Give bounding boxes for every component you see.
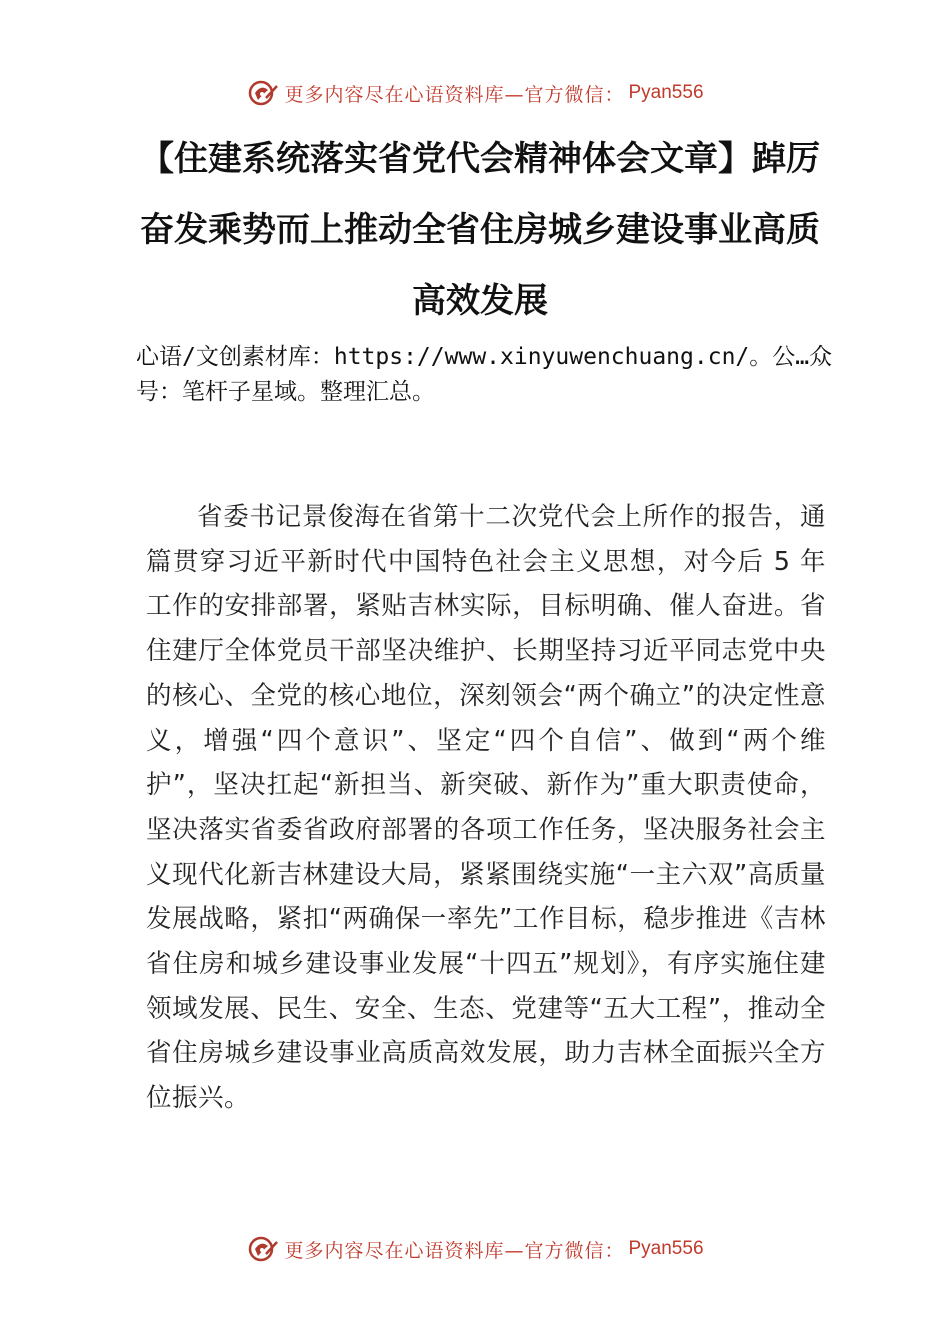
body-paragraph: 省委书记景俊海在省第十二次党代会上所作的报告，通篇贯穿习近平新时代中国特色社会主义思想，对今后 5 年工作的安排部署，紧贴吉林实际，目标明确、催人奋进。省住建厅全体党员干部坚决维护、长期坚持习近平同志党中央的核心、全党的核心地位，深刻领会“两个确立”的决定性意义，增强“四个意识”、坚定“四个自信”、做到“两个维护”，坚决扛起“新担当、新突破、新作为”重大职责使命，坚决落实省委省政府部署的各项工作任务，坚决服务社会主义现代化新吉林建设大局，紧紧围绕实施“一主六双”高质量发展战略，紧扣“两确保一率先”工作目标，稳步推进《吉林省住房和城乡建设事业发展“十四五”规划》，有序实施住建领域发展、民生、安全、生态、党建等“五大工程”，推动全省住房城乡建设事业高质高效发展，助力吉林全面振兴全方位振兴。 xyxy=(146,502,826,1114)
brand-logo-icon xyxy=(246,1234,280,1264)
footer-watermark xyxy=(0,1234,950,1264)
brand-logo-icon xyxy=(246,78,280,108)
watermark-contact: Pyan556 xyxy=(628,82,704,103)
watermark-text: 更多内容尽在心语资料库—官方微信： xyxy=(284,83,625,106)
header-watermark xyxy=(0,78,950,108)
watermark-contact: Pyan556 xyxy=(628,1238,704,1259)
source-note: 心语/文创素材库：https://www.xinyuwenchuang.cn/。公…众号：笔杆子星域。整理汇总。 xyxy=(136,344,833,405)
watermark-text: 更多内容尽在心语资料库—官方微信： xyxy=(284,1239,625,1262)
document-title: 【住建系统落实省党代会精神体会文章】踔厉奋发乘势而上推动全省住房城乡建设事业高质高效发展 xyxy=(140,139,820,321)
